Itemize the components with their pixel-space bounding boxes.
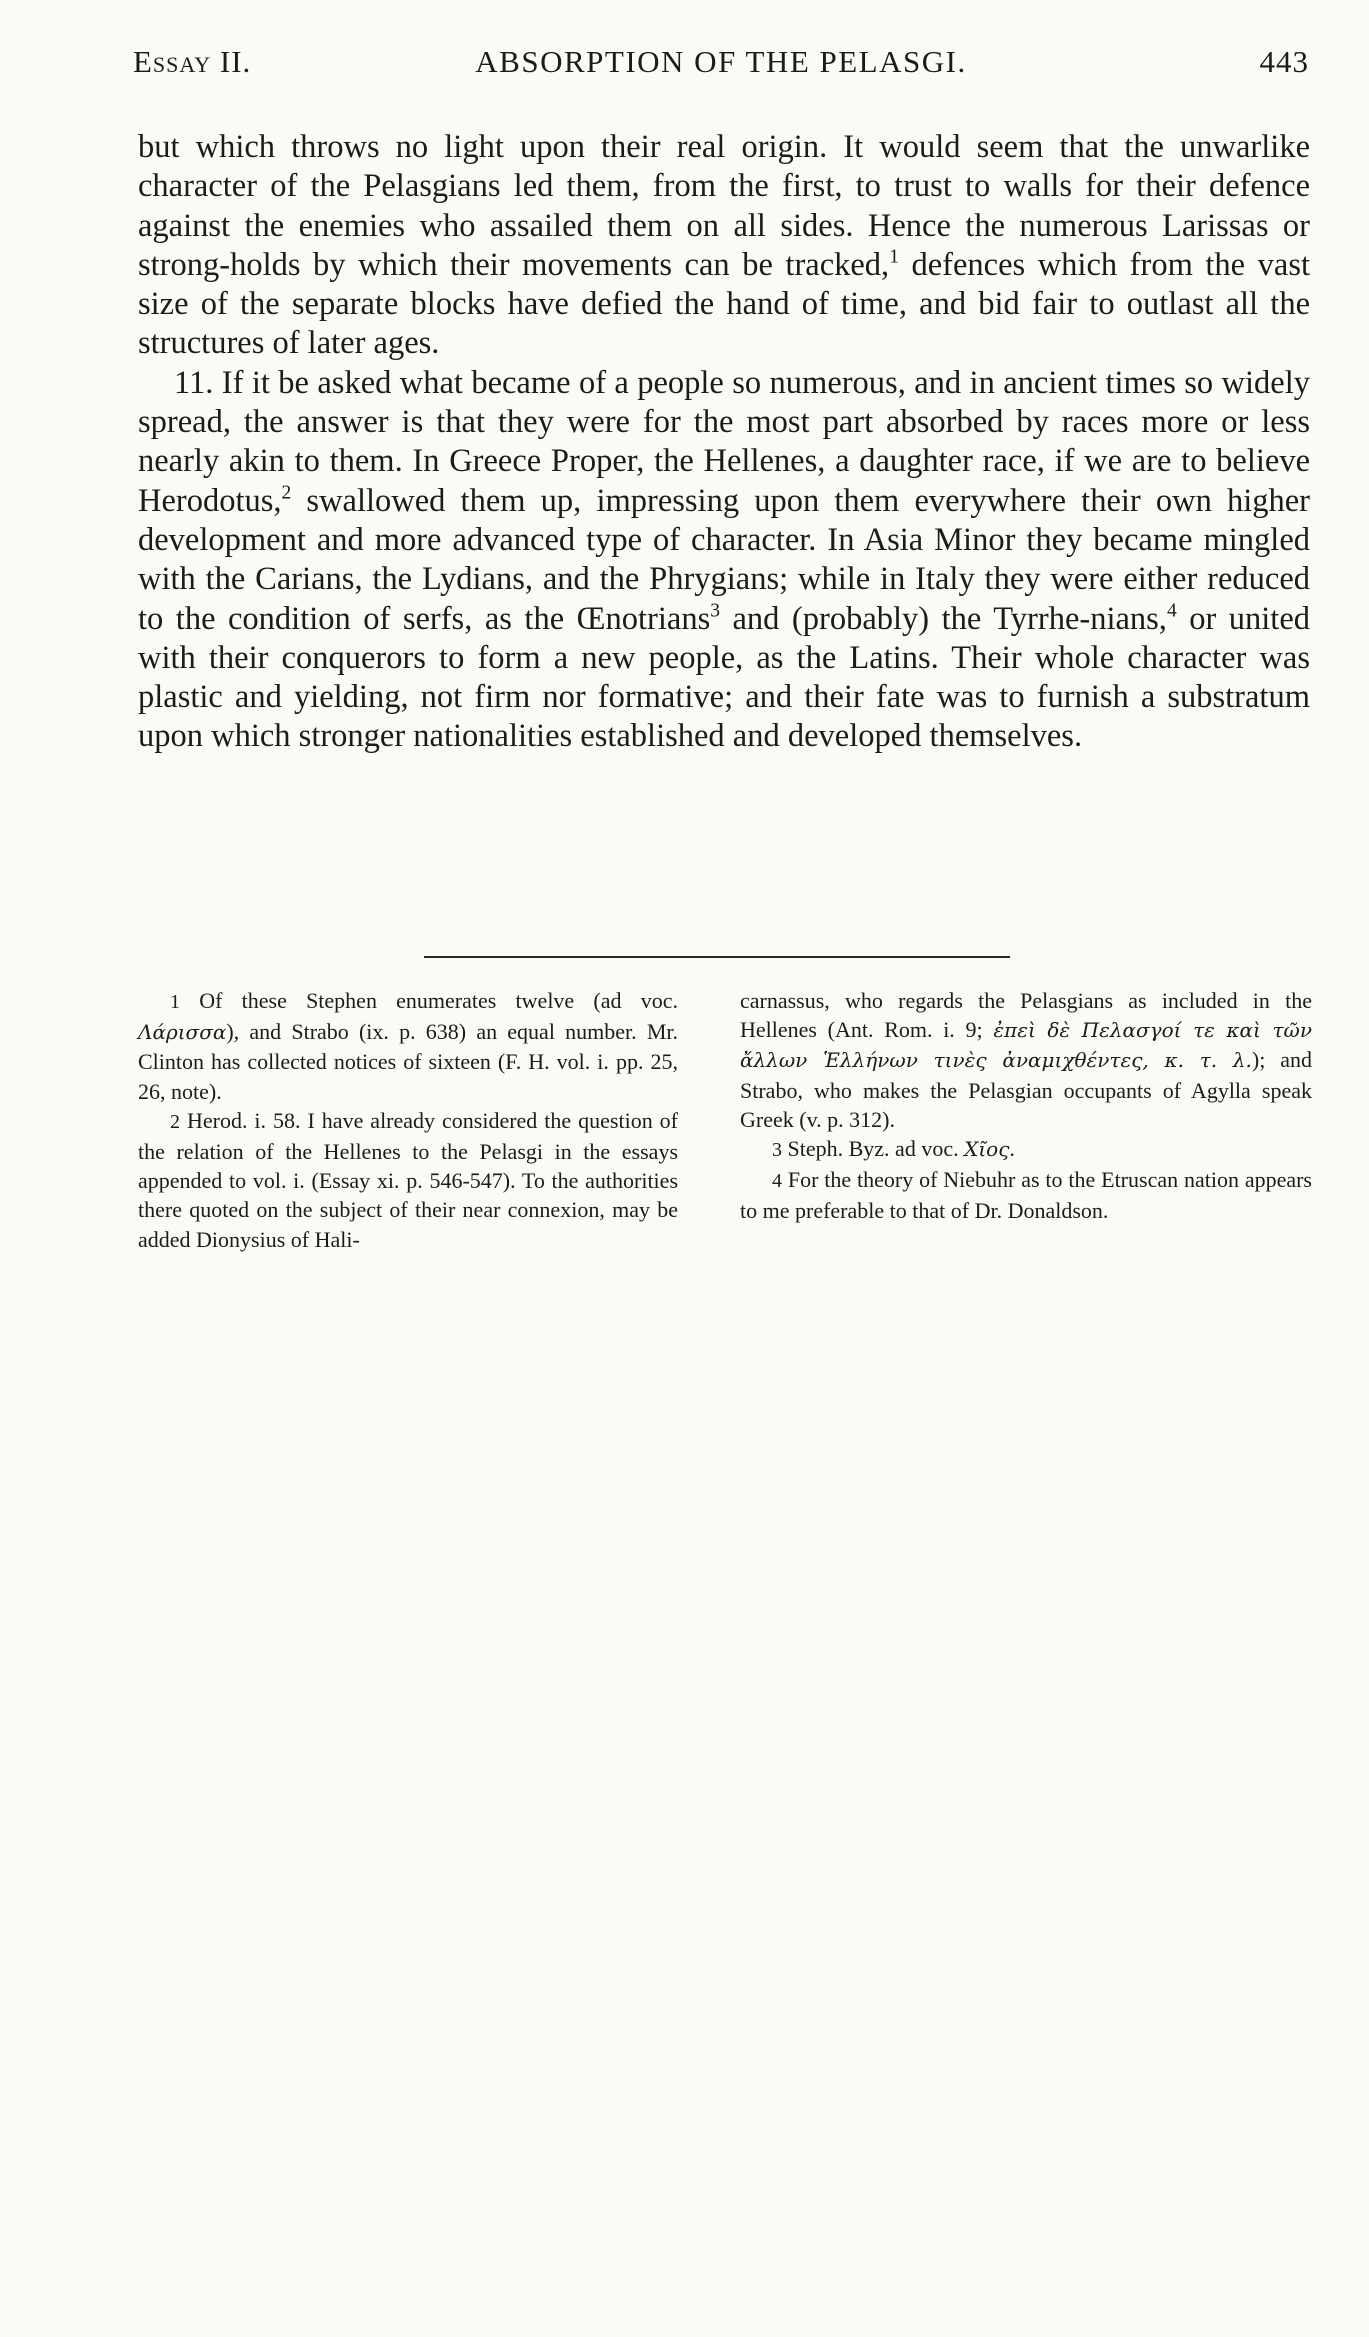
footnote-ref-2: 2 [281, 482, 292, 503]
footnote-3-text-b: . [1009, 1136, 1015, 1162]
paragraph-11-text-c: and (probably) the Tyrrhe-nians, [719, 600, 1167, 637]
footnote-2-greek: ἐπεὶ δὲ Πελασγοί τε καὶ τῶν ἄλλων Ἑλλήνων τινὲς ἀναμιχθέντες, κ. τ. λ. [740, 1018, 1312, 1073]
paragraph-11 [138, 364, 1310, 757]
footnote-2-text-b: carnassus, who regards the Pelasgians as included in the Hellenes (Ant. Rom. i. 9; [740, 988, 1312, 1043]
footnote-1-text-b: ), and Strabo (ix. p. 638) an equal number. Mr. Clinton has collected notices of sixteen (F. H. vol. i. pp. 25, 26, note). [138, 1019, 678, 1104]
paragraph-11-text-b: swallowed them up, impressing upon them everywhere their own higher development and more advanced type of character. In Asia Minor they became mingled with the Carians, the Lydians, and the Phrygians; while in Italy they were either reduced to the condition of serfs, as the Œnotrians [138, 482, 1310, 637]
footnote-2-number: 2 [170, 1110, 180, 1133]
footnote-1-greek: Λάρισσα [138, 1020, 227, 1045]
main-text [138, 128, 1310, 757]
footnote-2-continued [740, 986, 1312, 1134]
footnote-ref-3: 3 [710, 599, 720, 621]
essay-label: Essay II. [133, 44, 252, 79]
paragraph-1 [138, 128, 1310, 364]
footnote-1-text-a: Of these Stephen enumerates twelve (ad voc. [180, 988, 678, 1013]
footnote-ref-4: 4 [1166, 599, 1177, 621]
footnote-3-greek: Χῖος [964, 1137, 1010, 1162]
paragraph-11-text-d: or united with their conquerors to form a new people, as the Latins. Their whole character was plastic and yielding, not firm nor formative; and their fate was to furnish a substratum upon which stronger nationalities established and developed themselves. [138, 600, 1311, 755]
footnote-2 [138, 1106, 678, 1254]
footnote-ref-1: 1 [889, 246, 899, 268]
paragraph-1-text: but which throws no light upon their real origin. It would seem that the unwarlike character of the Pelasgians led them, from the first, to trust to walls for their defence against the enemies who assailed them on all sides. Hence the numerous Larissas or strong-holds by which their movements can be tracked, [138, 129, 1310, 283]
footnote-4 [740, 1165, 1312, 1225]
footnote-divider [424, 956, 1010, 958]
footnote-3-text-a: Steph. Byz. ad voc. [782, 1136, 965, 1162]
page-number: 443 [1259, 44, 1309, 79]
footnotes-left-column [138, 986, 678, 1254]
footnotes-right-column [740, 986, 1312, 1226]
footnote-3-number: 3 [772, 1139, 782, 1162]
footnote-3 [740, 1134, 1312, 1165]
running-header [133, 44, 1309, 88]
footnote-1-number: 1 [170, 991, 180, 1013]
footnote-2-text-c: ); and Strabo, who makes the Pelasgian occupants of Agylla speak Greek (v. p. 312). [740, 1047, 1312, 1132]
footnote-4-number: 4 [772, 1170, 782, 1193]
page-title: ABSORPTION OF THE PELASGI. [475, 44, 967, 79]
footnote-4-text: For the theory of Niebuhr as to the Etruscan nation appears to me preferable to that of Dr. Donaldson. [740, 1167, 1312, 1224]
footnote-1 [138, 986, 678, 1106]
paragraph-11-text-a: 11. If it be asked what became of a people so numerous, and in ancient times so widely spread, the answer is that they were for the most part absorbed by races more or less nearly akin to them. In Greece Proper, the Hellenes, a daughter race, if we are to believe Herodotus, [138, 364, 1310, 519]
footnote-2-text-a: Herod. i. 58. I have already considered the question of the relation of the Hellenes to the Pelasgi in the essays appended to vol. i. (Essay xi. p. 546-547). To the authorities there quoted on the subject of their near connexion, may be added Dionysius of Hali- [138, 1107, 678, 1252]
paragraph-1-text-end: defences which from the vast size of the separate blocks have defied the hand of time, and bid fair to outlast all the structures of later ages. [138, 246, 1310, 362]
